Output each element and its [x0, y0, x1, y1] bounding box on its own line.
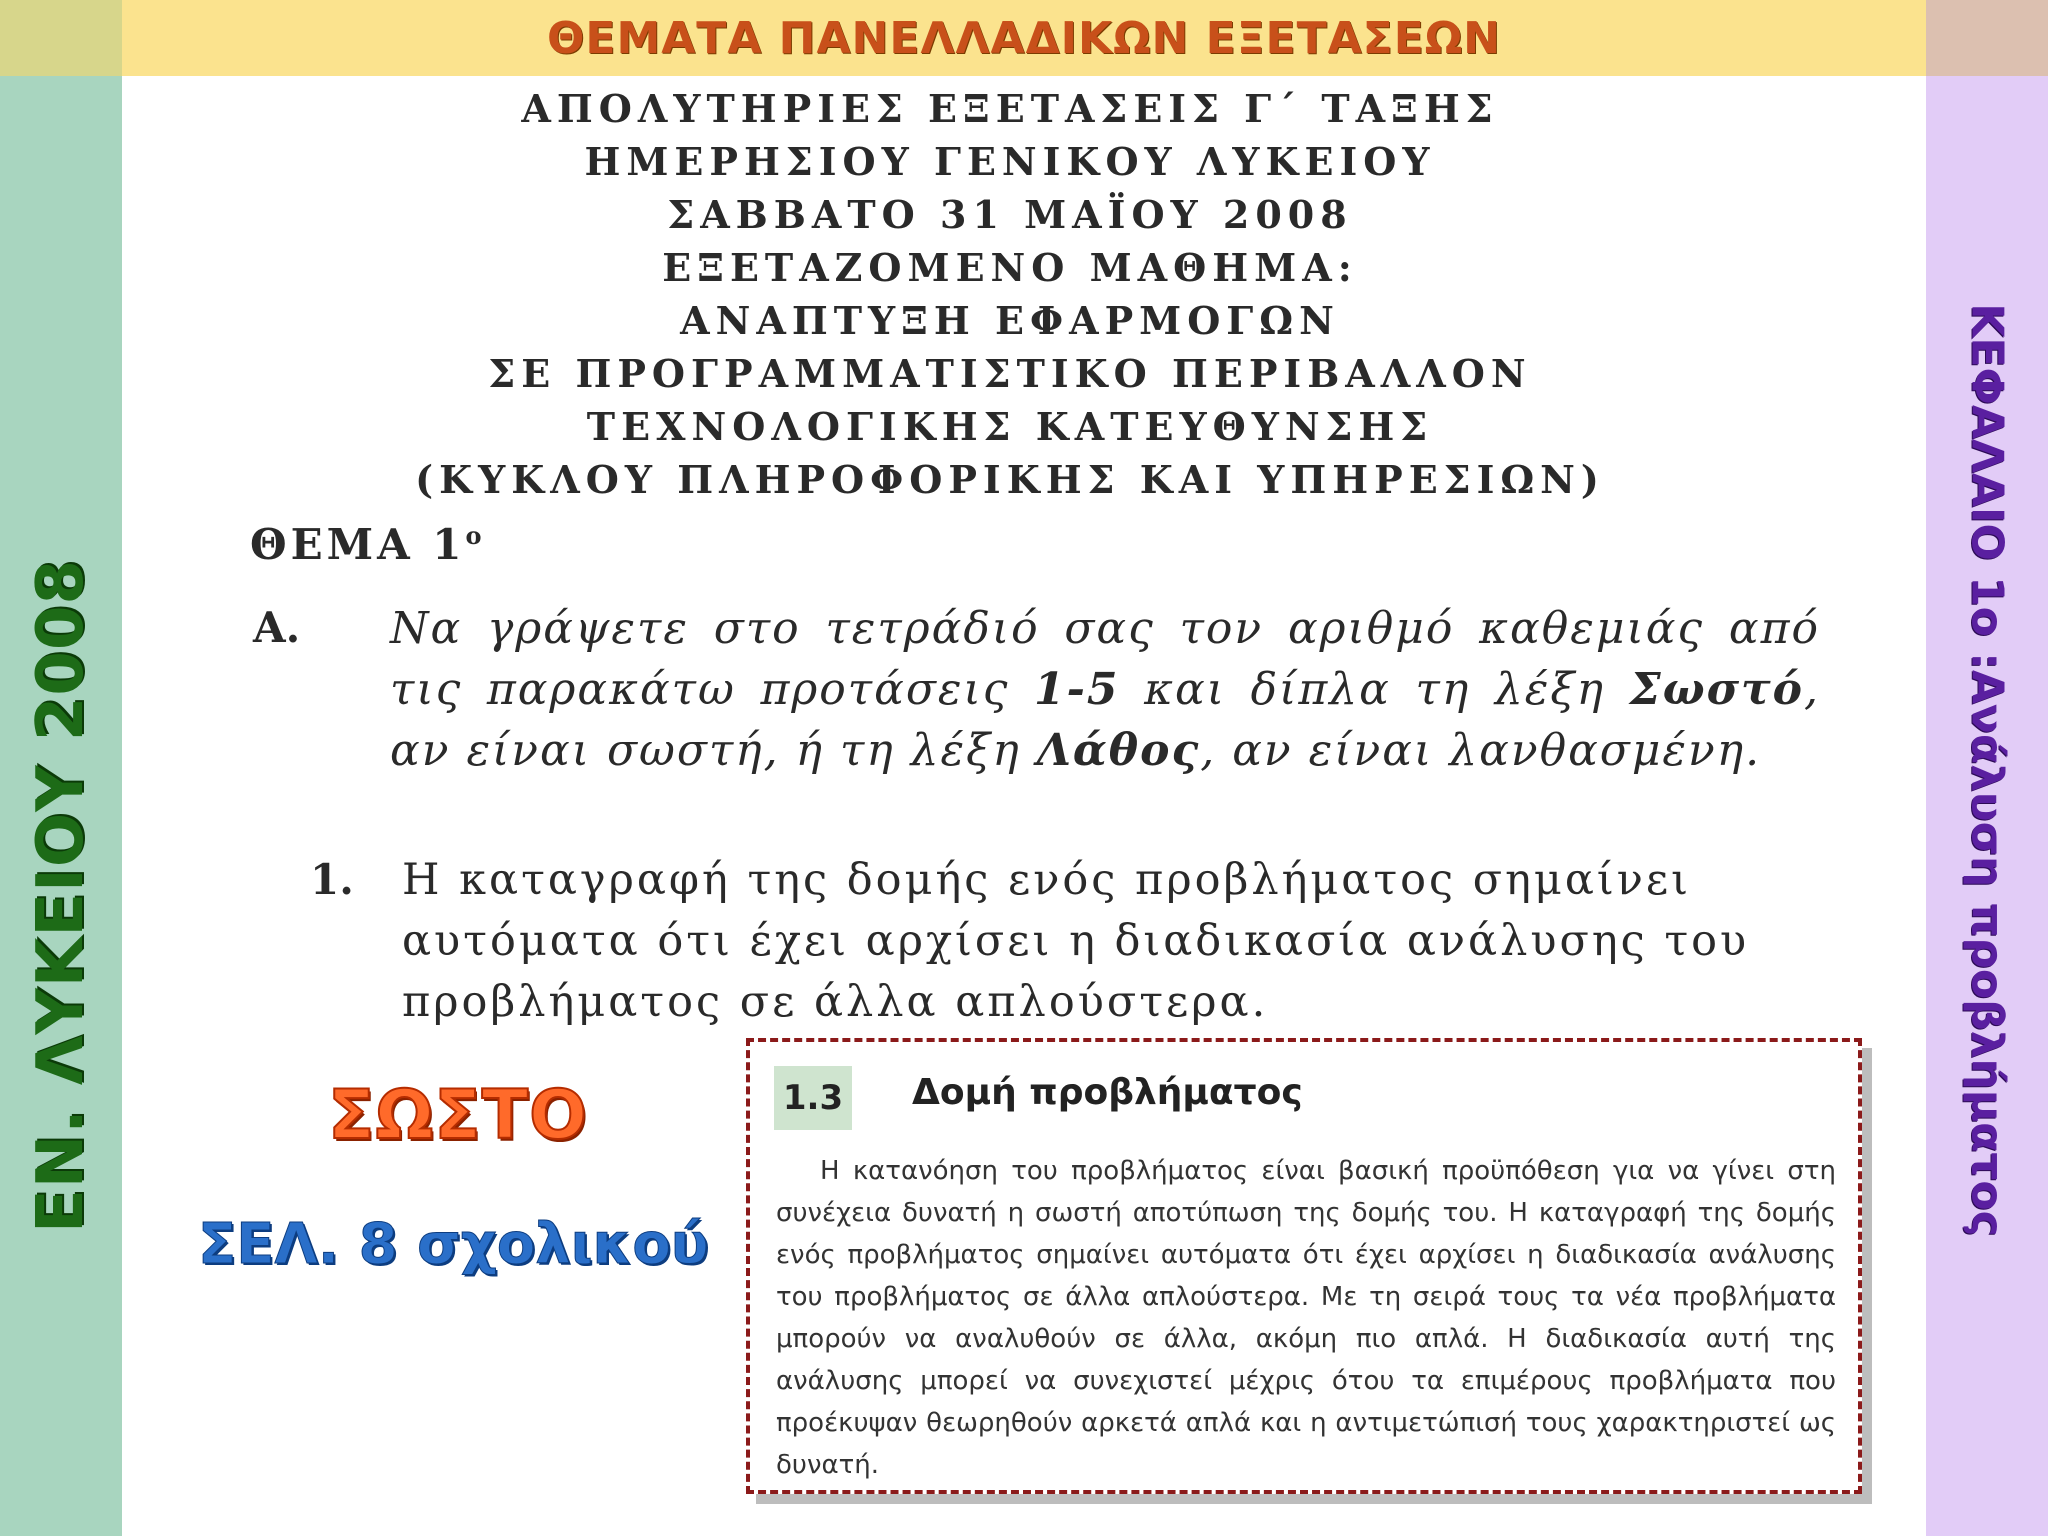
corner-top-left — [0, 0, 122, 76]
part-a-instructions — [390, 598, 1820, 781]
excerpt-body: Η κατανόηση του προβλήματος είναι βασική προϋπόθεση για να γίνει στη συνέχεια δυνατή η σωστή αποτύπωση της δομής του. Η καταγραφή της δομής ενός προβλήματος σημαίνει αυτόματα ότι έχει αρχίσει η διαδικασία ανάλυσης του προβλήματος σε άλλα απλούστερα. Με τη σειρά τους τα νέα προβλήματα μπορούν να αναλυθούν σε άλλα, ακόμη πιο απλά. Η διαδικασία αυτή της ανάλυσης μπορεί να συνεχιστεί μέχρις ότου τα επιμέρους προβλήματα που προέκυψαν θεωρηθούν αρκετά απλά και η αντιμετώπισή τους χαρακτηριστεί ως δυνατή. — [776, 1156, 1836, 1480]
exam-header-line: ΑΝΑΠΤΥΞΗ ΕΦΑΡΜΟΓΩΝ — [680, 298, 1340, 343]
answer-label: ΣΩΣΤΟ — [328, 1076, 588, 1155]
exam-header-line: ΣΑΒΒΑΤΟ 31 ΜΑΪΟΥ 2008 — [667, 192, 1353, 237]
part-a-text: , αν είναι λανθασμένη. — [1200, 725, 1762, 776]
left-sidebar-label: ΕΝ. ΛΥΚΕΙΟΥ 2008 — [24, 558, 98, 1234]
exam-header — [300, 82, 1720, 506]
exam-header-line: ΗΜΕΡΗΣΙΟΥ ΓΕΝΙΚΟΥ ΛΥΚΕΙΟΥ — [584, 139, 1436, 184]
excerpt-section-title: Δομή προβλήματος — [912, 1072, 1303, 1113]
right-sidebar-label: ΚΕΦΑΛΑΙΟ 1ο :Ανάλυση προβλήματος — [1961, 303, 2013, 1237]
question-1-number: 1. — [310, 855, 354, 904]
part-a-text: και δίπλα τη λέξη — [1119, 664, 1630, 715]
thema-superscript: ο — [465, 521, 486, 550]
corner-top-right — [1926, 0, 2048, 76]
left-sidebar — [0, 76, 122, 1536]
exam-header-line: ΑΠΟΛΥΤΗΡΙΕΣ ΕΞΕΤΑΣΕΙΣ Γ΄ ΤΑΞΗΣ — [521, 86, 1499, 131]
exam-header-line: ΕΞΕΤΑΖΟΜΕΝΟ ΜΑΘΗΜΑ: — [662, 245, 1358, 290]
thema-heading — [250, 520, 486, 569]
thema-label: ΘΕΜΑ 1 — [250, 520, 466, 569]
part-a-correct-word: Σωστό — [1629, 664, 1804, 715]
part-a-text: Να γράψετε στο τετράδιό σας τον αριθμό καθεμιάς από τις παρακάτω προτάσεις — [390, 603, 1820, 715]
banner-title: ΘΕΜΑΤΑ ΠΑΝΕΛΛΑΔΙΚΩΝ ΕΞΕΤΑΣΕΩΝ — [547, 12, 1501, 64]
part-a-wrong-word: Λάθος — [1036, 725, 1201, 776]
page-reference: ΣΕΛ. 8 σχολικού — [198, 1212, 709, 1277]
question-1-text: Η καταγραφή της δομής ενός προβλήματος σημαίνει αυτόματα ότι έχει αρχίσει η διαδικασία ανάλυσης του προβλήματος σε άλλα απλούστερα. — [402, 855, 1750, 1027]
exam-header-line: (ΚΥΚΛΟΥ ΠΛΗΡΟΦΟΡΙΚΗΣ ΚΑΙ ΥΠΗΡΕΣΙΩΝ) — [415, 457, 1605, 502]
top-banner — [122, 0, 1926, 76]
textbook-excerpt — [746, 1038, 1862, 1494]
excerpt-section-number: 1.3 — [774, 1066, 852, 1130]
part-a-text: , αν είναι σωστή, ή τη λέξη — [390, 664, 1820, 776]
part-a-label: Α. — [253, 603, 301, 652]
part-a-range: 1-5 — [1034, 664, 1120, 715]
exam-header-line: ΤΕΧΝΟΛΟΓΙΚΗΣ ΚΑΤΕΥΘΥΝΣΗΣ — [586, 404, 1434, 449]
exam-header-line: ΣΕ ΠΡΟΓΡΑΜΜΑΤΙΣΤΙΚΟ ΠΕΡΙΒΑΛΛΟΝ — [488, 351, 1532, 396]
